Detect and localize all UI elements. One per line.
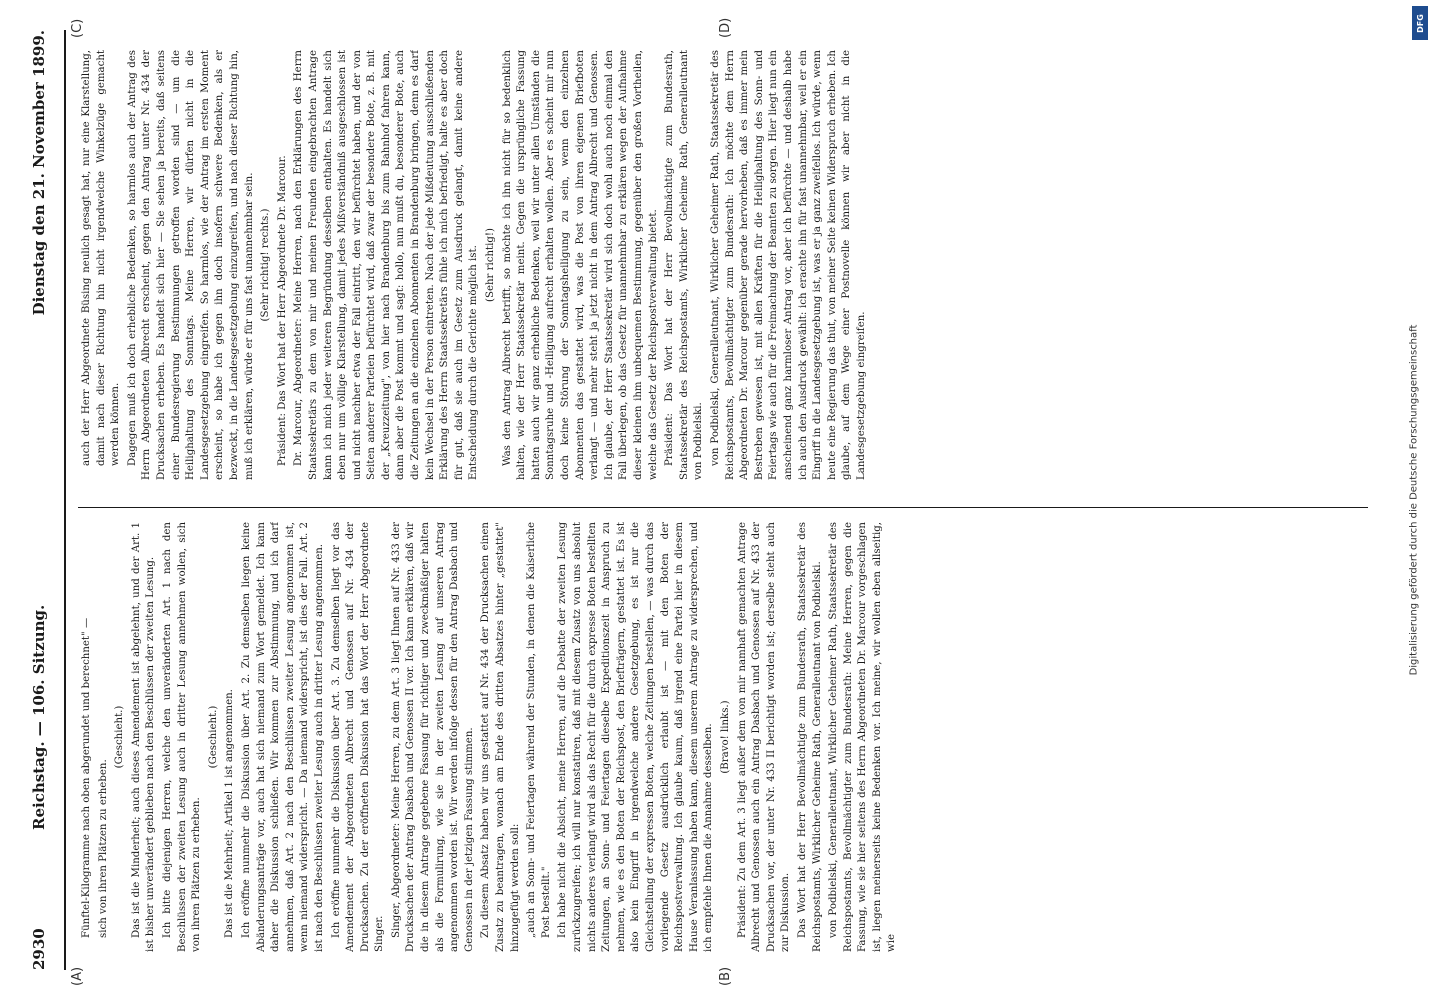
paragraph: Das ist die Mehrheit; Artikel 1 ist angenommen. [224,689,236,938]
speech-paragraph: Dr. Marcour, Abgeordneter: Meine Herren, nach den Erklärungen des Herrn Staatssekretärs zu dem von mir und meinen Freunden eingebrachten Antrage kann ich mich jeder weiteren Begründung desselben enthalten. Es handelt sich eben nur um völlige Klarstellung, damit jedes Mißverständniß ausgeschlossen ist und nicht nachher etwa der Fall eintritt, den wir befürchtet haben, und der von Seiten anderer Parteien befürchtet wird, daß zwar der besondere Bote, z. B. mit der „Kreuzzeitung", von hier nach Brandenburg bis zum Bahnhof fahren kann, dann aber die Post kommt und sagt: hollo, nun mußt du, besonderer Bote, auch die Zeitungen an die einzelnen Abonnenten in Brandenburg bringen, denn es darf kein Wechsel in der Person eintreten. Nach der jede Mißdeutung ausschließenden Erklärung des Herrn Staatssekretärs fühle ich mich befriedigt, halte es aber doch für gut, daß sie auch im Gesetz zum Ausdruck gelangt, damit keine andere Entscheidung durch die Gerichte möglich ist. [293,50,480,480]
interjection: (Sehr richtig! rechts.) [260,208,272,322]
margin-marker-b: (B) [718,966,733,986]
paragraph: Zu diesem Absatz haben wir uns gestattet auf Nr. 434 der Drucksachen einen Zusatz zu beantragen, wonach am Ende des dritten Absatzes hinter „gestattet" hinzugefügt werden soll: [480,522,521,952]
paragraph: Fünftel-Kilogramme nach oben abgerundet und berechnet" — [81,617,92,938]
interjection: (Bravo! links.) [719,700,731,774]
page-number: 2930 [30,928,48,970]
paragraph: Ich eröffne nunmehr die Diskussion über Art. 3. Zu demselben liegt vor das Amendement der Abgeordneten Albrecht und Genossen auf Nr. 434 der Drucksachen. Zu der eröffneten Diskussion hat das Wort der Herr Abgeordnete Singer. [330,522,386,952]
margin-marker-c: (C) [70,18,85,38]
paragraph: Das Wort hat der Herr Bevollmächtigte zum Bundesrath, Staatssekretär des Reichspostamts, Wirklicher Geheime Rath, Generalleutnant von Podbielski. [796,522,823,952]
paragraph: Ich eröffne nunmehr die Diskussion über Art. 2. Zu demselben liegen keine Abänderungsanträge vor, auch hat sich niemand zum Wort gemeldet. Ich kann daher die Diskussion schließen. Wir kommen zur Abstimmung, und ich darf annehmen, daß Art. 2 nach den Beschlüssen zweiter Lesung angenommen ist, wenn niemand widerspricht. — Da niemand widerspricht, ist dies der Fall. Art. 2 ist nach den Beschlüssen zweiter Lesung auch in dritter Lesung angenommen. [240,522,325,952]
interjection: (Geschieht.) [207,705,219,769]
paragraph: Dagegen muß ich doch erhebliche Bedenken, so harmlos auch der Antrag des Herrn Abgeordneten Albrecht erscheint, gegen den Antrag unter Nr. 434 der Drucksachen erheben. Es handelt sich hier — Sie sehen ja bereits, daß seitens einer Bundesregierung Bestimmungen getroffen worden sind — um die Heilighaltung des Sonntags. Meine Herren, wir dürfen nicht in die Landesgesetzgebung eingreifen. So harmlos, wie der Antrag im ersten Moment erscheint, so habe ich gegen ihn doch insofern schwere Bedenken, als er bezweckt, in die Landesgesetzgebung einzugreifen, und nach dieser Richtung hin, muß ich erklären, würde er für uns fast unannehmbar sein. [126,50,255,480]
paragraph: Ich bitte diejenigen Herren, welche den unveränderten Art. 1 nach den Beschlüssen der zweiten Lesung auch in dritter Lesung annehmen wollen, sich von ihren Plätzen zu erheben. [161,522,203,952]
interjection: (Sehr richtig!) [485,228,497,302]
paragraph: sich von ihren Plätzen zu erheben. [97,759,109,938]
paragraph: auch der Herr Abgeordnete Büsing neulich gesagt hat, nur eine Klarstellung, damit nach dieser Richtung hin nicht irgendwelche Winkelzüge gemacht werden können. [81,50,122,466]
dfg-logo-text: DFG [1415,13,1425,33]
left-column [80,522,1370,952]
session-date: Dienstag den 21. November 1899. [30,30,48,316]
speech-paragraph: Präsident: Das Wort hat der Herr Bevollmächtigte zum Bundesrath, Staatssekretär des Reichspostamts, Wirklicher Geheime Rath, Generalleutnant von Podbielski. [664,50,705,480]
speech-paragraph: Präsident: Zu dem Art. 3 liegt außer dem von mir namhaft gemachten Antrage Albrecht und Genossen auch ein Antrag Dasbach und Genossen auf Nr. 433 der Drucksachen vor, der unter Nr. 433 II berichtigt worden ist; derselbe steht auch zur Diskussion. [736,522,792,952]
session-title: Reichstag. — 106. Sitzung. [30,604,48,830]
paragraph: Was den Antrag Albrecht betrifft, so möchte ich ihn nicht für so bedenklich halten, wie der Herr Staatssekretär meint. Gegen die ursprüngliche Fassung hatten auch wir ganz erhebliche Bedenken, weil wir unter allen Umständen die Sonntagsruhe und -Heiligung aufrecht erhalten wollen. Aber es scheint mir nun doch keine Störung der Sonntagsheiligung zu sein, wenn den einzelnen Abonnenten das gestattet wird, was die Post von ihren eigenen Briefboten verlangt — und mehr steht ja jetzt nicht in dem Antrag Albrecht und Genossen. Ich glaube, der Herr Staatssekretär wird sich doch wohl auch noch einmal den Fall überlegen, ob das Gesetz für unannehmbar zu erklären wegen der Aufnahme dieser kleinen ihm unbequemen Bestimmung, gegenüber den großen Vortheilen, welche das Gesetz der Reichspostverwaltung bietet. [501,50,659,480]
margin-marker-a: (A) [70,966,85,986]
column-divider [78,507,1368,508]
speech-paragraph: von Podbielski, Generalleutnant, Wirklicher Geheimer Rath, Staatssekretär des Reichspostamts, Bevollmächtigter zum Bundesrath: Ich möchte dem Herrn Abgeordneten Dr. Marcour gegenüber gerade hervorheben, daß es immer mein Bestreben gewesen ist, mit allen Kräften für die Heilighaltung des Sonn- und Feiertags wie auch für die Freimachung der Beamten zu sorgen. Hier liegt nun ein anscheinend ganz harmloser Antrag vor, aber ich befürchte — und deshalb habe ich auch den Ausdruck gewählt: ich erachte ihn für fast unannehmbar, weil er ein Eingriff in die Landesgesetzgebung ist, was er ja ganz zweifellos. Ich würde, wenn heute eine Regierung das thut, von meiner Seite keinen Widerspruch erheben. Ich glaube, auf dem Wege einer Postnovelle können wir aber nicht in die Landesgesetzgebung eingreifen. [709,50,867,480]
speech-paragraph: Singer, Abgeordneter: Meine Herren, zu dem Art. 3 liegt Ihnen auf Nr. 433 der Drucksachen der Antrag Dasbach und Genossen II vor. Ich kann erklären, daß wir die in diesem Antrage gegebene Fassung für richtiger und zweckmäßiger halten als die Formulirung, wie sie in der zweiten Lesung auf unseren Antrag angenommen worden ist. Wir werden infolge dessen für den Antrag Dasbach und Genossen in der jetzigen Fassung stimmen. [390,522,475,952]
paragraph: Ich habe nicht die Absicht, meine Herren, auf die Debatte der zweiten Lesung zurückzugreifen; ich will nur konstatiren, daß mit diesem Zusatz von uns absolut nichts anderes verlangt wird als das Recht für die durch expresse Boten bestellten Zeitungen, an Sonn- und Feiertagen dieselbe Expeditionszeit in Anspruch zu nehmen, wie es den Boten der Reichspost, den Briefträgern, gestattet ist. Es ist also kein Eingriff in irgendwelche andere Gesetzgebung, es ist nur die Gleichstellung der expressen Boten, welche Zeitungen bestellen, — was durch das vorliegende Gesetz ausdrücklich erlaubt ist — mit den Boten der Reichspostverwaltung. Ich glaube kaum, daß irgend eine Partei hier in diesem Hause Veranlassung haben kann, diesem unserem Antrage zu widersprechen, und ich empfehle Ihnen die Annahme desselben. [557,522,715,952]
right-column [80,50,1370,480]
margin-marker-d: (D) [718,17,733,38]
interjection: (Geschieht.) [114,705,126,769]
speech-paragraph: von Podbielski, Generalleutnant, Wirklicher Geheimer Rath, Staatssekretär des Reichspostamts, Bevollmächtigter zum Bundesrath: Meine Herren, gegen die Fassung, wie sie hier seitens des Herrn Abgeordneten Dr. Marcour vorgeschlagen ist, liegen meinerseits keine Bedenken vor. Ich meine, wir wollen eben allseitig, wie [828,522,898,952]
header-rule [64,30,66,970]
credit-text: Digitalisierung gefördert durch die Deutsche Forschungsgemeinschaft [1408,324,1420,676]
quoted-amendment: „auch an Sonn- und Feiertagen während der Stunden, in denen die Kaiserliche Post bestellt." [526,522,552,938]
digitization-credit [1399,20,1429,980]
dfg-logo [1412,6,1428,40]
speech-paragraph: Präsident: Das Wort hat der Herr Abgeordnete Dr. Marcour. [276,155,288,466]
running-head [30,30,58,970]
paragraph: Das ist die Minderheit; auch dieses Amendement ist abgelehnt, und der Art. 1 ist bisher unverändert geblieben nach den Beschlüssen der zweiten Lesung. [130,522,157,952]
